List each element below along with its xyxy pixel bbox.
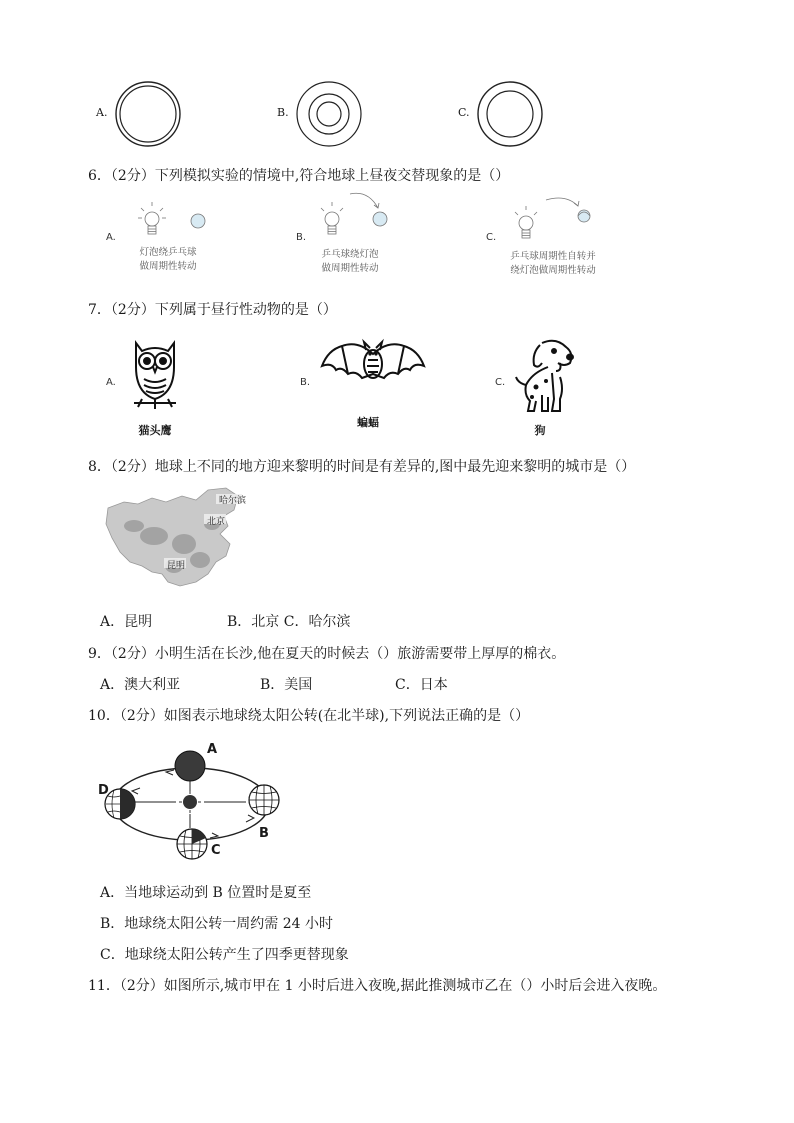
q7-option-b-caption: 蝙蝠 (357, 416, 379, 429)
q10-option-b[interactable]: B．地球绕太阳公转一周约需 24 小时 (100, 916, 334, 932)
q7-option-c-letter: C. (495, 377, 506, 388)
q11-stem: 11．（2分）如图所示,城市甲在 1 小时后进入夜晚,据此推测城市乙在（）小时后会进入夜晚。 (88, 978, 667, 994)
q6-option-a-caption-line2: 做周期性转动 (139, 261, 197, 272)
q5-option-c-circles (476, 80, 544, 148)
q6-option-c-caption-line1: 乒乓球周期性自转并 (510, 251, 596, 262)
q6-option-b-lamp-icon (318, 192, 398, 244)
q6-option-c-caption-line2: 绕灯泡做周期性转动 (510, 265, 596, 276)
q8-stem: 8．（2分）地球上不同的地方迎来黎明的时间是有差异的,图中最先迎来黎明的城市是（） (88, 459, 636, 475)
q6-stem: 6．（2分）下列模拟实验的情境中,符合地球上昼夜交替现象的是（） (88, 168, 510, 184)
q10-stem: 10．（2分）如图表示地球绕太阳公转(在北半球),下列说法正确的是（） (88, 708, 530, 724)
bat-icon (318, 336, 428, 396)
q6-option-a-lamp-icon (138, 200, 218, 246)
q10-option-c[interactable]: C．地球绕太阳公转产生了四季更替现象 (100, 947, 349, 963)
q6-option-c-letter: C. (486, 232, 497, 243)
q7-option-a-caption: 猫头鹰 (138, 424, 172, 437)
q9-stem: 9．（2分）小明生活在长沙,他在夏天的时候去（）旅游需要带上厚厚的棉衣。 (88, 646, 566, 662)
q6-option-a-letter: A. (106, 232, 116, 243)
q9-option-a[interactable]: A．澳大利亚 (100, 677, 181, 693)
q6-option-b-caption-line2: 做周期性转动 (321, 263, 379, 274)
orbit-label-d: D (98, 783, 109, 798)
q7-option-c-caption: 狗 (534, 424, 546, 437)
map-label-harbin: 哈尔滨 (219, 496, 247, 506)
q9-option-b[interactable]: B．美国 (260, 677, 313, 693)
map-label-kunming: 昆明 (167, 561, 186, 571)
q6-option-a-caption-line1: 灯泡绕乒乓球 (139, 247, 197, 258)
q5-option-b-circles (295, 80, 363, 148)
orbit-label-c: C (211, 843, 221, 858)
q7-option-b-letter: B. (300, 377, 311, 388)
q10-option-a[interactable]: A．当地球运动到 B 位置时是夏至 (100, 885, 312, 901)
q5-option-a-label: A. (96, 106, 108, 119)
orbit-label-b: B (259, 826, 269, 841)
q8-option-b-c[interactable]: B．北京 C．哈尔滨 (227, 614, 351, 630)
q8-option-a[interactable]: A．昆明 (100, 614, 153, 630)
map-label-beijing: 北京 (207, 517, 226, 527)
q6-option-c-lamp-icon (512, 194, 602, 246)
q7-option-a-letter: A. (106, 377, 116, 388)
owl-icon (128, 337, 182, 415)
orbit-label-a: A (207, 742, 218, 757)
dog-icon (512, 333, 578, 417)
q7-stem: 7．（2分）下列属于昼行性动物的是（） (88, 302, 337, 318)
q6-option-b-caption-line1: 乒乓球绕灯泡 (321, 249, 379, 260)
q5-option-c-label: C. (458, 106, 470, 119)
q5-option-a-circles (114, 80, 182, 148)
orbit-diagram (96, 738, 296, 866)
q5-option-b-label: B. (277, 106, 289, 119)
q9-option-c[interactable]: C．日本 (395, 677, 448, 693)
q6-option-b-letter: B. (296, 232, 307, 243)
